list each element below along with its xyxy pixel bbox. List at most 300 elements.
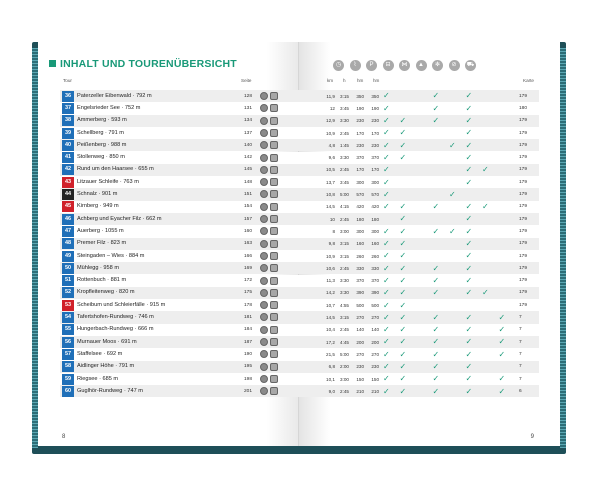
- right-page: [299, 42, 560, 446]
- tour-page-number: 172: [244, 278, 253, 284]
- km-value: 4,8: [328, 142, 335, 148]
- difficulty-icon: [260, 338, 268, 346]
- check-icon: ✓: [383, 226, 390, 236]
- family-icon: [270, 129, 278, 137]
- check-icon: ✓: [383, 288, 390, 298]
- check-icon: ✓: [432, 91, 440, 101]
- family-icon: [270, 363, 278, 371]
- check-icon: ✓: [432, 226, 440, 236]
- map-number: 7: [519, 339, 522, 345]
- hm1-value: 300: [356, 179, 364, 185]
- tour-name[interactable]: Hungerbach-Rundweg · 666 m: [77, 326, 154, 333]
- difficulty-icon: [260, 215, 268, 223]
- family-icon: [270, 289, 278, 297]
- hm2-value: 170: [371, 167, 379, 173]
- km-value: 14,5: [326, 315, 335, 320]
- hm1-value: 170: [356, 167, 364, 173]
- map-number: 180: [519, 105, 528, 111]
- mountain-icon: ▲: [416, 60, 427, 71]
- hm2-value: 230: [371, 142, 379, 148]
- km-column-header: km: [327, 78, 334, 83]
- tour-name[interactable]: Tafertshofen-Rundweg · 746 m: [77, 314, 154, 320]
- page-column-header: Seite: [241, 78, 252, 83]
- bicycle-icon: ⊘: [449, 60, 460, 71]
- check-icon: ✓: [465, 202, 473, 212]
- left-page-number: 8: [62, 434, 66, 440]
- check-icon: ✓: [432, 275, 440, 285]
- family-icon: [270, 92, 278, 100]
- h-value: 3:15: [340, 93, 349, 99]
- map-number: 179: [519, 93, 528, 99]
- map-number: 179: [519, 253, 528, 259]
- hm1-value: 230: [356, 118, 364, 124]
- tour-name[interactable]: Rund um den Haarsee · 655 m: [77, 166, 154, 173]
- tour-page-number: 175: [244, 290, 253, 296]
- km-value: 10,4: [326, 327, 335, 333]
- h-value: 3:15: [340, 315, 349, 320]
- check-icon: ✓: [383, 103, 390, 113]
- check-icon: ✓: [432, 263, 440, 273]
- ascent-column-header: hm: [357, 78, 364, 83]
- h-value: 3:30: [340, 290, 349, 296]
- family-icon: [270, 240, 278, 248]
- check-icon: ✓: [498, 349, 506, 359]
- km-value: 13,7: [326, 179, 335, 185]
- check-icon: ✓: [465, 312, 473, 322]
- title-marker: [49, 60, 56, 67]
- tour-number-badge: 50: [62, 263, 74, 274]
- check-icon: ✓: [383, 128, 390, 138]
- check-icon: ✓: [449, 226, 456, 236]
- tour-name[interactable]: Aidlinger Höhe · 791 m: [77, 363, 135, 370]
- tour-name[interactable]: Mühlegg · 958 m: [77, 264, 119, 271]
- hm2-value: 330: [371, 265, 379, 271]
- check-icon: ✓: [465, 214, 473, 224]
- hm2-value: 370: [371, 278, 379, 284]
- tour-column-header: Tour: [63, 78, 72, 83]
- hm1-value: 150: [356, 376, 364, 382]
- tour-name[interactable]: Stollenweg · 850 m: [77, 154, 125, 161]
- check-icon: ✓: [465, 91, 473, 101]
- tour-page-number: 128: [244, 93, 253, 99]
- check-icon: ✓: [465, 362, 473, 371]
- check-icon: ✓: [465, 275, 473, 285]
- h-value: 4:45: [340, 339, 349, 345]
- hm1-value: 170: [356, 130, 364, 136]
- check-icon: ✓: [432, 349, 440, 359]
- h-value: 2:45: [340, 130, 349, 136]
- hm2-value: 230: [371, 364, 379, 370]
- check-icon: ✓: [465, 325, 473, 335]
- check-icon: ✓: [399, 325, 407, 335]
- km-value: 12,9: [326, 118, 335, 124]
- tour-name[interactable]: Scheibum und Schleierfälle · 915 m: [77, 301, 166, 308]
- difficulty-icon: [260, 129, 268, 137]
- hm2-value: 270: [371, 315, 379, 320]
- check-icon: ✓: [498, 337, 506, 347]
- map-number: 179: [519, 241, 528, 247]
- hm2-value: 260: [371, 253, 379, 259]
- km-value: 9,0: [328, 388, 335, 394]
- tour-number-badge: 37: [62, 103, 74, 114]
- km-value: 17,2: [326, 339, 335, 345]
- tour-page-number: 184: [244, 327, 253, 333]
- tour-number-badge: 51: [62, 275, 74, 286]
- tour-number-badge: 49: [62, 251, 74, 262]
- check-icon: ✓: [465, 226, 473, 236]
- tour-page-number: 151: [244, 192, 253, 197]
- map-number: 179: [519, 155, 528, 161]
- check-icon: ✓: [432, 386, 440, 396]
- restaurant-icon: ⋈: [399, 60, 410, 71]
- check-icon: ✓: [482, 288, 489, 298]
- hm1-value: 230: [356, 142, 364, 148]
- check-icon: ✓: [383, 116, 390, 125]
- check-icon: ✓: [498, 325, 506, 335]
- parking-icon: P: [366, 60, 377, 71]
- left-page: [38, 42, 299, 446]
- difficulty-icon: [260, 240, 268, 248]
- km-value: 11,9: [326, 93, 335, 99]
- tour-name[interactable]: Engelsrieder See · 752 m: [77, 104, 141, 111]
- tour-number-badge: 47: [62, 226, 74, 237]
- check-icon: ✓: [465, 251, 473, 261]
- tour-number-badge: 54: [62, 312, 74, 323]
- hm1-value: 390: [356, 290, 364, 296]
- map-number: 179: [519, 192, 528, 197]
- hm2-value: 270: [371, 351, 379, 357]
- hm2-value: 170: [371, 130, 379, 136]
- hm2-value: 180: [371, 216, 379, 222]
- family-icon: [270, 313, 278, 321]
- check-icon: ✓: [383, 275, 390, 285]
- hm1-value: 570: [356, 192, 364, 197]
- tour-page-number: 187: [244, 339, 253, 345]
- check-icon: ✓: [399, 362, 407, 371]
- tour-name[interactable]: Ammerberg · 593 m: [77, 117, 127, 124]
- check-icon: ✓: [383, 325, 390, 335]
- tour-name[interactable]: Peißenberg · 988 m: [77, 141, 127, 148]
- check-icon: ✓: [399, 337, 407, 347]
- check-icon: ✓: [465, 140, 473, 150]
- h-value: 2:45: [340, 388, 349, 394]
- check-icon: ✓: [383, 312, 390, 322]
- check-icon: ✓: [432, 103, 440, 113]
- km-value: 10,5: [326, 167, 335, 173]
- tour-page-number: 134: [244, 118, 253, 124]
- h-value: 3:30: [340, 118, 349, 124]
- hm1-value: 270: [356, 351, 364, 357]
- map-number: 7: [519, 376, 522, 382]
- check-icon: ✓: [432, 374, 440, 384]
- tour-number-badge: 59: [62, 374, 74, 385]
- map-number: 179: [519, 118, 528, 124]
- check-icon: ✓: [383, 386, 390, 396]
- hm1-value: 350: [356, 93, 364, 99]
- tour-name[interactable]: Litzauer Schleife · 763 m: [77, 178, 139, 185]
- check-icon: ✓: [399, 140, 407, 150]
- check-icon: ✓: [383, 251, 390, 261]
- open-book: [30, 36, 568, 454]
- hm1-value: 260: [356, 253, 364, 259]
- hm2-value: 230: [371, 118, 379, 124]
- h-value: 3:30: [340, 155, 349, 161]
- hm1-value: 180: [356, 216, 364, 222]
- tour-name[interactable]: Paterzeller Eibenwald · 792 m: [77, 92, 152, 99]
- map-number: 179: [519, 265, 528, 271]
- km-value: 10,6: [326, 265, 335, 271]
- tour-name[interactable]: Steingaden – Wies · 884 m: [77, 252, 145, 259]
- tour-number-badge: 42: [62, 164, 74, 175]
- check-icon: ✓: [482, 165, 489, 175]
- h-value: 3:15: [340, 241, 349, 247]
- check-icon: ✓: [399, 202, 407, 212]
- map-number: 7: [519, 351, 522, 357]
- check-icon: ✓: [383, 152, 390, 162]
- hm1-value: 420: [356, 204, 364, 210]
- hm1-value: 190: [356, 105, 364, 111]
- check-icon: ✓: [399, 116, 407, 125]
- hours-column-header: h: [343, 78, 346, 83]
- tour-name[interactable]: Auerberg · 1055 m: [77, 227, 124, 234]
- tour-name[interactable]: Riegsee · 685 m: [77, 375, 119, 382]
- check-icon: ✓: [399, 288, 407, 298]
- hm2-value: 420: [371, 204, 379, 210]
- tour-number-badge: 60: [62, 386, 74, 397]
- km-value: 10,9: [326, 253, 335, 259]
- check-icon: ✓: [465, 349, 473, 359]
- tour-page-number: 154: [244, 204, 253, 210]
- h-value: 3:00: [340, 376, 349, 382]
- h-value: 4:55: [340, 302, 349, 308]
- check-icon: ✓: [399, 214, 407, 224]
- hm2-value: 370: [371, 155, 379, 161]
- km-value: 9,8: [328, 241, 335, 247]
- check-icon: ✓: [383, 374, 390, 384]
- tour-page-number: 140: [244, 142, 253, 148]
- check-icon: ✓: [383, 239, 390, 248]
- hm1-value: 270: [356, 315, 364, 320]
- tour-number-badge: 57: [62, 349, 74, 360]
- check-icon: ✓: [465, 116, 473, 125]
- family-icon: [270, 375, 278, 383]
- family-icon: [270, 166, 278, 174]
- check-icon: ✓: [383, 165, 390, 175]
- km-value: 10,9: [326, 130, 335, 136]
- hm2-value: 200: [371, 339, 379, 345]
- check-icon: ✓: [432, 325, 440, 335]
- tour-page-number: 198: [244, 376, 253, 382]
- tour-number-badge: 52: [62, 287, 74, 298]
- check-icon: ✓: [432, 116, 440, 125]
- hm2-value: 150: [371, 376, 379, 382]
- km-value: 10: [329, 216, 335, 222]
- map-number: 179: [519, 290, 528, 296]
- km-value: 6,8: [328, 364, 335, 370]
- tour-page-number: 157: [244, 216, 253, 222]
- hm1-value: 300: [356, 228, 364, 234]
- map-number: 179: [519, 278, 528, 284]
- map-number: 179: [519, 228, 528, 234]
- check-icon: ✓: [449, 189, 456, 199]
- family-icon: [270, 338, 278, 346]
- hm2-value: 500: [371, 302, 379, 308]
- map-column-header: Karte: [523, 78, 534, 83]
- h-value: 5:00: [340, 351, 349, 357]
- tour-number-badge: 55: [62, 324, 74, 335]
- difficulty-icon: [260, 166, 268, 174]
- car-icon: ⛟: [465, 60, 476, 71]
- tour-name[interactable]: Staffelsee · 692 m: [77, 350, 123, 357]
- tour-number-badge: 40: [62, 140, 74, 151]
- tour-name[interactable]: Rottenbuch · 881 m: [77, 277, 127, 284]
- map-number: 179: [519, 302, 528, 308]
- family-icon: [270, 264, 278, 272]
- check-icon: ✓: [498, 386, 506, 396]
- check-icon: ✓: [498, 312, 506, 322]
- hm1-value: 210: [356, 388, 364, 394]
- family-icon: [270, 190, 278, 198]
- tour-name[interactable]: Murnauer Moos · 691 m: [77, 338, 137, 345]
- tour-name[interactable]: Premer Filz · 823 m: [77, 240, 127, 247]
- tour-name[interactable]: Schellberg · 791 m: [77, 129, 124, 136]
- check-icon: ✓: [383, 202, 390, 212]
- family-icon: [270, 326, 278, 334]
- check-icon: ✓: [465, 165, 473, 175]
- h-value: 2:00: [340, 364, 349, 370]
- check-icon: ✓: [383, 177, 390, 187]
- tour-number-badge: 38: [62, 115, 74, 126]
- page-title: INHALT UND TOURENÜBERSICHT: [60, 58, 237, 70]
- check-icon: ✓: [399, 374, 407, 384]
- hm1-value: 200: [356, 339, 364, 345]
- check-icon: ✓: [465, 152, 473, 162]
- tour-page-number: 137: [244, 130, 253, 136]
- km-value: 14,2: [326, 290, 335, 296]
- tour-page-number: 169: [244, 265, 253, 271]
- check-icon: ✓: [432, 202, 440, 212]
- hm1-value: 500: [356, 302, 364, 308]
- tour-number-badge: 45: [62, 201, 74, 212]
- check-icon: ✓: [465, 177, 473, 187]
- km-value: 8: [332, 228, 335, 234]
- family-icon: [270, 154, 278, 162]
- page-edges-right: [560, 48, 566, 448]
- tour-page-number: 201: [244, 388, 253, 394]
- check-icon: ✓: [465, 288, 473, 298]
- hm1-value: 330: [356, 265, 364, 271]
- km-value: 12: [329, 105, 335, 111]
- check-icon: ✓: [399, 239, 407, 248]
- descent-column-header: hm: [373, 78, 380, 83]
- tour-page-number: 142: [244, 155, 253, 161]
- map-number: 7: [519, 315, 522, 320]
- km-value: 9,6: [328, 155, 335, 161]
- check-icon: ✓: [399, 386, 407, 396]
- check-icon: ✓: [383, 189, 390, 199]
- check-icon: ✓: [399, 275, 407, 285]
- tour-page-number: 163: [244, 241, 253, 247]
- difficulty-icon: [260, 375, 268, 383]
- tour-name[interactable]: Achberg und Eyacher Filz · 662 m: [77, 215, 162, 222]
- map-number: 179: [519, 179, 528, 185]
- difficulty-icon: [260, 277, 268, 285]
- hm2-value: 210: [371, 388, 379, 394]
- h-value: 3:45: [340, 105, 349, 111]
- tour-page-number: 190: [244, 351, 253, 357]
- tour-page-number: 160: [244, 228, 253, 234]
- hm2-value: 160: [371, 241, 379, 247]
- check-icon: ✓: [465, 263, 473, 273]
- km-value: 10,8: [326, 192, 335, 197]
- check-icon: ✓: [399, 312, 407, 322]
- family-icon: [270, 203, 278, 211]
- right-page-number: 9: [530, 434, 534, 440]
- difficulty-icon: [260, 117, 268, 125]
- check-icon: ✓: [399, 263, 407, 273]
- map-number: 179: [519, 204, 528, 210]
- difficulty-icon: [260, 326, 268, 334]
- tour-name[interactable]: Kirnberg · 949 m: [77, 203, 119, 210]
- check-icon: ✓: [399, 152, 407, 162]
- hm2-value: 140: [371, 327, 379, 333]
- tour-name[interactable]: Guglhör-Rundweg · 747 m: [77, 387, 143, 394]
- map-number: 179: [519, 216, 528, 222]
- tour-page-number: 166: [244, 253, 253, 259]
- check-icon: ✓: [449, 140, 456, 150]
- hm2-value: 570: [371, 192, 379, 197]
- map-number: 179: [519, 142, 528, 148]
- h-value: 2:45: [340, 265, 349, 271]
- km-value: 10,7: [326, 302, 335, 308]
- check-icon: ✓: [482, 202, 489, 212]
- tour-page-number: 178: [244, 302, 253, 308]
- h-value: 4:15: [340, 204, 349, 210]
- check-icon: ✓: [498, 374, 506, 384]
- h-value: 3:30: [340, 278, 349, 284]
- check-icon: ✓: [465, 103, 473, 113]
- check-icon: ✓: [432, 362, 440, 371]
- check-icon: ✓: [383, 300, 390, 310]
- km-value: 21,5: [326, 351, 335, 357]
- tour-number-badge: 56: [62, 337, 74, 348]
- bus-icon: ⊟: [383, 60, 394, 71]
- hm2-value: 390: [371, 290, 379, 296]
- check-icon: ✓: [432, 312, 440, 322]
- family-icon: [270, 227, 278, 235]
- h-value: 2:45: [340, 216, 349, 222]
- h-value: 5:00: [340, 192, 349, 197]
- h-value: 3:45: [340, 179, 349, 185]
- snowflake-icon: ✻: [432, 60, 443, 71]
- check-icon: ✓: [399, 128, 407, 138]
- check-icon: ✓: [399, 251, 407, 261]
- tour-number-badge: 39: [62, 128, 74, 139]
- km-value: 11,3: [326, 278, 335, 284]
- hm1-value: 140: [356, 327, 364, 333]
- tour-page-number: 195: [244, 364, 253, 370]
- family-icon: [270, 277, 278, 285]
- tour-name[interactable]: Kropfleitenweg · 820 m: [77, 289, 135, 296]
- hm2-value: 190: [371, 105, 379, 111]
- map-number: 6: [519, 388, 522, 394]
- check-icon: ✓: [383, 263, 390, 273]
- check-icon: ✓: [432, 337, 440, 347]
- hm2-value: 300: [371, 228, 379, 234]
- tour-name[interactable]: Schnalz · 901 m: [77, 191, 118, 197]
- tour-number-badge: 58: [62, 361, 74, 372]
- difficulty-icon: [260, 203, 268, 211]
